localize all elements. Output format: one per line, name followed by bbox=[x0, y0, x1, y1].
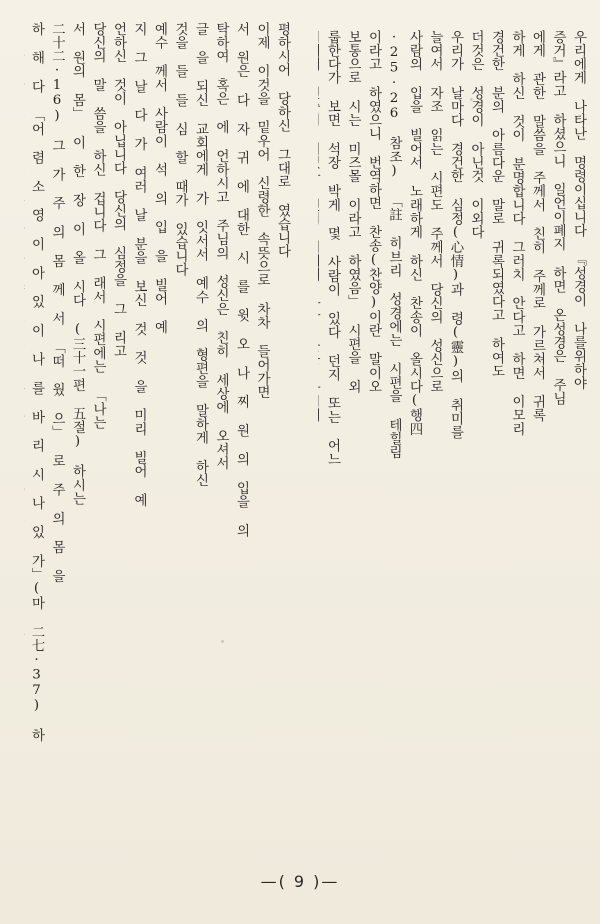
left-text-column bbox=[24, 22, 292, 792]
text-line: 우리가 날마다 경건한 심정(心情)과 령(靈)의 취미를 bbox=[448, 30, 463, 439]
text-line: 하게 하신 것이 분명합니다 그러치 안다고 하면 이모리 bbox=[509, 30, 525, 436]
text-line: 평하시어 당하신 그대로 였습니다 bbox=[275, 22, 290, 258]
text-line: 탁하여 혹은 에 언하시고 주님의 성신은 친히 세상에 오셔서 bbox=[213, 22, 229, 470]
text-line: 예수 께서 사람이 석 의 입 을 빌어 예 bbox=[152, 22, 167, 334]
text-line: 당신의 말 씀을 하신 겁니다 그 래서 시편에는 「나는 bbox=[90, 22, 106, 430]
text-line: 에게 관한 말씀을 주께서 친히 주께로 가르쳐서 귀록 bbox=[530, 30, 545, 422]
text-line: 것을 들 들 심 할 때가 있습니다 bbox=[172, 22, 188, 277]
text-line: 서 원의 몸」 이 한 장 이 올 시다 (三十一편 五절) 하시는 bbox=[70, 22, 85, 506]
text-line bbox=[318, 30, 322, 810]
text-line: 증거』라고 하셨으니 일언이폐지 하면 온성경은 주님 bbox=[550, 30, 566, 406]
text-line: 지 그 날 다 가 여러 날 분을 보신 것 것 을 미리 빌어 예 bbox=[131, 22, 147, 507]
text-line: 서 원은 다 자 귀 에 대한 시 를 윗 오 나 찌 원 의 입을 의 bbox=[234, 22, 249, 538]
text-line: 글 을 되신 교회에게 가 잇서서 예수 의 형편을 말하게 하신 bbox=[193, 22, 208, 487]
text-line: 더것은 성경이 아닌것 이외다 bbox=[468, 30, 484, 239]
text-line: 二十二·16) 그 가 주 의 몸 께 서 「떠 웠 으」 로 주 의 몸 을 bbox=[49, 22, 65, 583]
text-line: 사람의 입을 빌어서 노래하게 하신 찬송이 올시다(행四 bbox=[407, 30, 422, 436]
text-line: 우리에게 나타난 명령이십니다 『성경이 나를위하야 bbox=[571, 30, 586, 390]
page-number: —( 9 )— bbox=[260, 872, 340, 891]
print-speck bbox=[221, 640, 224, 643]
text-line: 경건한 분의 아름다운 말로 귀록되였다고 하여도 bbox=[489, 30, 504, 378]
text-line: 이제 이것을 밑우어 신령한 속뜻으로 차차 들어가면 bbox=[254, 22, 270, 399]
text-line: 보통으로 시는 미즈몰 이라고 하였음」 시편을 외 bbox=[345, 30, 361, 394]
text-line: 늘여서 자조 읽는 시편도 주께서 당신의 성신으로 bbox=[427, 30, 443, 394]
text-line: 하 해 다 「어 렴 소 영 이 아 있 이 나 를 바 리 시 나 있 가」(마 二七·37) 하 bbox=[29, 22, 44, 742]
column-gutter bbox=[302, 30, 303, 790]
text-line: 룹한다가 보면 석장 박게 몇 사람이 있다 던지 또는 어느 bbox=[325, 30, 340, 466]
text-line: 이라고 하였으니 번역하면 찬송(찬양)이란 말이오 bbox=[366, 30, 381, 394]
text-line: ·25·26 참조) 「註 히브리 성경에는 시편을 테힐림 bbox=[386, 30, 402, 459]
print-speck bbox=[470, 98, 473, 101]
right-text-column bbox=[318, 30, 588, 810]
text-line: 언하신 것이 아닙니다 당신의 심정을 그 리고 bbox=[111, 22, 126, 358]
print-speck bbox=[352, 262, 355, 265]
